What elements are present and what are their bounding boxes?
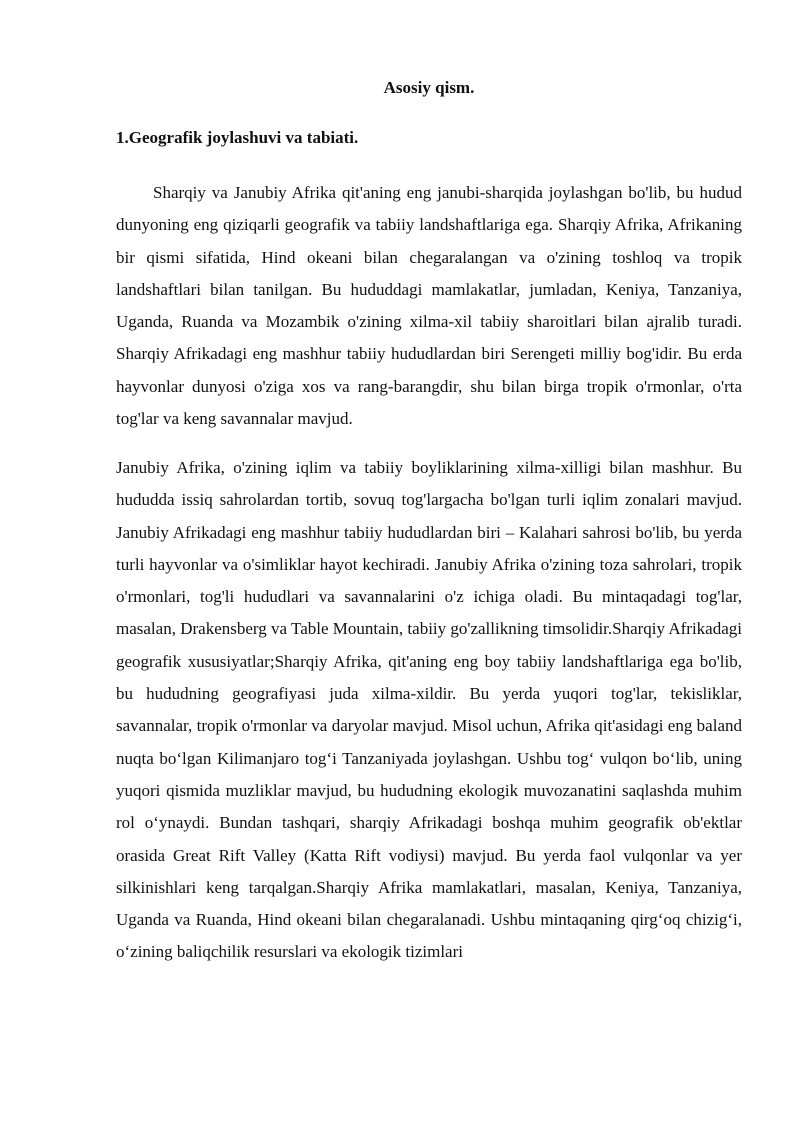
section-number: 1. [116, 128, 129, 147]
section-title-text: Geografik joylashuvi va tabiati. [128, 128, 359, 147]
paragraph-1: Sharqiy va Janubiy Afrika qit'aning eng janubi-sharqida joylashgan bo'lib, bu hudud dunyoning eng qiziqarli geografik va tabiiy landshaftlariga ega. Sharqiy Afrika, Afrikaning bir qismi sifatida, Hind okeani bilan chegaralangan va o'zining toshloq va tropik landshaftlari bilan tanilgan. Bu hududdagi mamlakatlar, jumladan, Keniya, Tanzaniya, Uganda, Ruanda va Mozambik o'zining xilma-xil tabiiy sharoitlari bilan ajralib turadi. Sharqiy Afrikadagi eng mashhur tabiiy hududlardan biri Serengeti milliy bog'idir. Bu erda hayvonlar dunyosi o'ziga xos va rang-barangdir, shu bilan birga tropik o'rmonlar, o'rta tog'lar va keng savannalar mavjud. [116, 183, 742, 429]
main-heading: Asosiy qism. [383, 78, 475, 97]
paragraph-2: Janubiy Afrika, o'zining iqlim va tabiiy boyliklarining xilma-xilligi bilan mashhur. Bu hududda issiq sahrolardan tortib, sovuq tog'largacha bo'lgan turli iqlim zonalari mavjud. Janubiy Afrikadagi eng mashhur tabiiy hududlardan biri – Kalahari sahrosi bo'lib, bu yerda turli hayvonlar va o'simliklar hayot kechiradi. Janubiy Afrika o'zining toza sahrolari, tropik o'rmonlari, tog'li hududlari va savannalarini o'z ichiga oladi. Bu mintaqadagi tog'lar, masalan, Drakensberg va Table Mountain, tabiiy go'zallikning timsolidir.Sharqiy Afrikadagi geografik xususiyatlar;Sharqiy Afrika, qit'aning eng boy tabiiy landshaftlariga ega bo'lib, bu hududning geografiyasi juda xilma-xildir. Bu yerda yuqori tog'lar, tekisliklar, savannalar, tropik o'rmonlar va daryolar mavjud. Misol uchun, Afrika qit'asidagi eng baland nuqta bo‘lgan Kilimanjaro tog‘i Tanzaniyada joylashgan. Ushbu tog‘ vulqon bo‘lib, uning yuqori qismida muzliklar mavjud, bu hududning ekologik muvozanatini saqlashda muhim rol o‘ynaydi. Bundan tashqari, sharqiy Afrikadagi boshqa muhim geografik ob'ektlar orasida Great Rift Valley (Katta Rift vodiysi) mavjud. Bu yerda faol vulqonlar va yer silkinishlari keng tarqalgan.Sharqiy Afrika mamlakatlari, masalan, Keniya, Tanzaniya, Uganda va Ruanda, Hind okeani bilan chegaralanadi. Ushbu mintaqaning qirg‘oq chizig‘i, o‘zining baliqchilik resurslari va ekologik tizimlari [116, 458, 742, 962]
section-title [116, 128, 358, 148]
